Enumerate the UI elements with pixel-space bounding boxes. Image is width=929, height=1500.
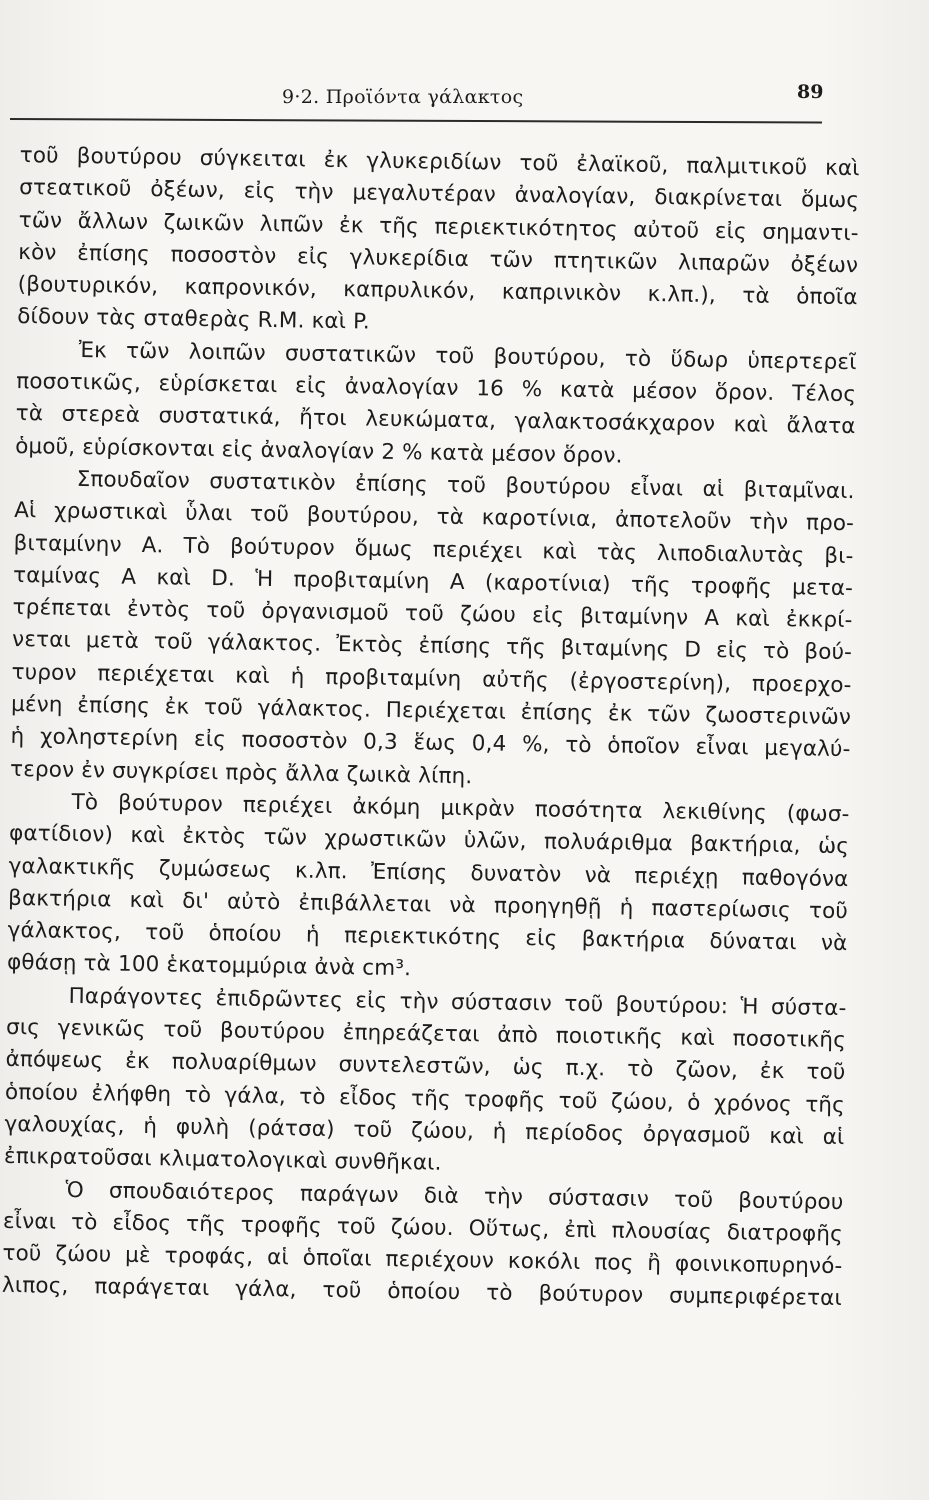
page-number: 89 — [797, 81, 824, 103]
text-line: ἀπόψεως ἐκ πολυαρίθμων συντελεστῶν, ὡς π.χ. τὸ ζῶον, ἐκ τοῦ — [5, 1047, 846, 1086]
text-line: τοῦ ζώου μὲ τροφάς, αἱ ὁποῖαι περιέχουν κοκόλι πος ἢ φοινικοπυρηνό- — [2, 1240, 843, 1280]
text-line: τῶν ἄλλων ζωικῶν λιπῶν ἐκ τῆς περιεκτικότητος αὐτοῦ εἰς σημαντι- — [18, 207, 859, 246]
text-line: εἶναι τὸ εἶδος τῆς τροφῆς τοῦ ζώου. Οὕτως, ἐπὶ πλουσίας διατροφῆς — [2, 1208, 844, 1247]
text-line: γάλακτος, τοῦ ὁποίου ἡ περιεκτικότης εἰς βακτήρια δύναται νὰ — [7, 918, 848, 957]
text-line-subheading: Παράγοντες ἐπιδρῶντες εἰς τὴν σύστασιν τοῦ βουτύρου: Ἡ σύστα- — [68, 983, 847, 1021]
text-line: Ἐκ τῶν λοιπῶν συστατικῶν τοῦ βουτύρου, τὸ ὕδωρ ὑπερτερεῖ — [78, 337, 857, 375]
text-line: βακτήρια καὶ δι' αὐτὸ ἐπιβάλλεται νὰ προηγηθῇ ἡ παστερίωσις τοῦ — [7, 885, 849, 924]
text-line: νεται μετὰ τοῦ γάλακτος. Ἐκτὸς ἐπίσης τῆς βιταμίνης D εἰς τὸ βού- — [11, 627, 853, 666]
text-line: γαλουχίας, ἡ φυλὴ (ράτσα) τοῦ ζώου, ἡ περίοδος ὀργασμοῦ καὶ αἱ — [4, 1111, 845, 1150]
text-line: μένη ἐπίσης ἐκ τοῦ γάλακτος. Περιέχεται ἐπίσης ἐκ τῶν ζωοστερινῶν — [10, 691, 852, 731]
text-line: γαλακτικῆς ζυμώσεως κ.λπ. Ἐπίσης δυνατὸν νὰ περιέχῃ παθογόνα — [8, 853, 849, 892]
text-line: φθάσῃ τὰ 100 ἑκατομμύρια ἀνὰ cm³. — [6, 950, 412, 982]
text-line: τοῦ βουτύρου σύγκειται ἐκ γλυκεριδίων τοῦ ἐλαϊκοῦ, παλμιτικοῦ καὶ — [19, 142, 860, 182]
text-line: (βουτυρικόν, καπρονικόν, καπρυλικόν, καπρινικὸν κ.λπ.), τὰ ὁποῖα — [17, 272, 858, 311]
text-line: βιταμίνην Α. Τὸ βούτυρον ὅμως περιέχει καὶ τὰς λιποδιαλυτὰς βι- — [13, 530, 854, 569]
text-line: φατίδιον) καὶ ἐκτὸς τῶν χρωστικῶν ὑλῶν, πολυάριθμα βακτήρια, ὡς — [8, 821, 850, 860]
text-line: δίδουν τὰς σταθερὰς R.M. καὶ P. — [17, 304, 371, 336]
text-line: τὰ στερεὰ συστατικά, ἤτοι λευκώματα, γαλακτοσάκχαρον καὶ ἄλατα — [15, 401, 856, 440]
text-line: στεατικοῦ ὀξέων, εἰς τὴν μεγαλυτέραν ἀναλογίαν, διακρίνεται ὅμως — [19, 175, 860, 214]
text-line: ὁμοῦ, εὑρίσκονται εἰς ἀναλογίαν 2 % κατὰ μέσον ὅρον. — [14, 433, 623, 469]
text-line: ὁποίου ἐλήφθη τὸ γάλα, τὸ εἶδος τῆς τροφῆς τοῦ ζώου, ὁ χρόνος τῆς — [4, 1079, 846, 1118]
text-line: Ὁ σπουδαιότερος παράγων διὰ τὴν σύστασιν τοῦ βουτύρου — [65, 1177, 844, 1215]
text-line: ἡ χοληστερίνη εἰς ποσοστὸν 0,3 ἕως 0,4 %, τὸ ὁποῖον εἶναι μεγαλύ- — [10, 724, 851, 763]
text-line: ποσοτικῶς, εὑρίσκεται εἰς ἀναλογίαν 16 % κατὰ μέσον ὅρον. Τέλος — [16, 369, 857, 408]
text-line: λιπος, παράγεται γάλα, τοῦ ὁποίου τὸ βούτυρον συμπεριφέρεται — [1, 1273, 843, 1312]
text-line: κὸν ἐπίσης ποσοστὸν εἰς γλυκερίδια τῶν πτητικῶν λιπαρῶν ὀξέων — [18, 239, 859, 279]
text-line: ταμίνας Α καὶ D. Ἡ προβιταμίνη Α (καροτίνια) τῆς τροφῆς μετα- — [12, 562, 854, 601]
text-line: σις γενικῶς τοῦ βουτύρου ἐπηρεάζεται ἀπὸ ποιοτικῆς καὶ ποσοτικῆς — [5, 1014, 847, 1054]
page-header — [0, 78, 929, 118]
running-head: 9·2. Προϊόντα γάλακτος — [282, 86, 524, 108]
text-line: Σπουδαῖον συστατικὸν ἐπίσης τοῦ βουτύρου εἶναι αἱ βιταμῖναι. — [76, 466, 855, 505]
text-line: τρέπεται ἐντὸς τοῦ ὀργανισμοῦ τοῦ ζώου εἰς βιταμίνην Α καὶ ἐκκρί- — [12, 595, 853, 634]
text-line: τερον ἐν συγκρίσει πρὸς ἄλλα ζωικὰ λίπη. — [9, 756, 473, 789]
body-text — [2, 140, 860, 1316]
text-line: Τὸ βούτυρον περιέχει ἀκόμη μικρὰν ποσότητα λεκιθίνης (φωσ- — [71, 789, 850, 828]
text-line: Αἱ χρωστικαὶ ὗλαι τοῦ βουτύρου, τὰ καροτίνια, ἀποτελοῦν τὴν προ- — [13, 498, 855, 537]
text-line: ἐπικρατοῦσαι κλιματολογικαὶ συνθῆκαι. — [3, 1144, 442, 1176]
text-line: τυρον περιέχεται καὶ ἡ προβιταμίνη αὐτῆς (ἐργοστερίνη), προερχο- — [11, 659, 852, 698]
header-rule — [10, 118, 822, 124]
